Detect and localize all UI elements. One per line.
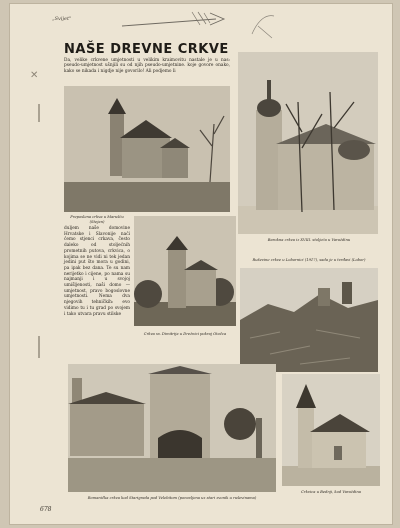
- margin-x-mark: ✕: [30, 70, 39, 81]
- caption-stari-grad: Romanička crkva kod Starigrada pod Velebitom (ponovljena uz stari zvonik u ruševinama): [87, 496, 257, 500]
- magazine-header-label: „Svijet": [52, 16, 72, 22]
- page-number: 678: [40, 506, 52, 513]
- photo-varazdin-baroque-church: [238, 52, 378, 234]
- pencil-arrow-doodle: [120, 10, 230, 30]
- article-title: NAŠE DREVNE CRKVE: [64, 42, 229, 57]
- photo-bednja-chapel: [282, 374, 380, 486]
- magazine-page: [10, 4, 392, 524]
- photo-lobor-ruins: [240, 268, 378, 372]
- pencil-scribble-doodle: [248, 10, 278, 40]
- photo-marusevec-church: [64, 86, 230, 212]
- photo-saint-dimitrije-church: [134, 216, 236, 326]
- caption-dreznica: Crkva sv. Dimitrija u Drežnici pokraj Otočca: [143, 332, 227, 336]
- article-intro-text: Da, velike crkvene umjetnosti u velikim kraimovitu nastale je u nas: pseudo-umjetnost ušnjili su od njih pseudo-umjetnine. koje govore onako, kako se nikada i nigdje nije govorilo! Ali podjemo li: [64, 58, 230, 74]
- article-column-text: duljem naše domovine Hrvatske i Slavonije naći ćemo stjenci crkava, često daleko od stoljećnih prometnih putova, crkvica, o kojima se ne vidi ni tek jedan jedini put što mora u godini, pa ipak bez dana. Te su nam nerijetko i cijene, po nama su najmanji i u svojoj umišljenosti, naši domo — umjetnost, pravo bogoslovne umjetnosti. Nema dva njegovih tehničkih: evo vidimo tu i tu grad po svojem i tako utvara pravu stilske: [64, 226, 130, 317]
- caption-marusevec: Preposlena crkva u Marušću (Stejan): [70, 215, 124, 224]
- caption-bednja: Crkvica u Bednji, kod Varaždina: [301, 490, 361, 494]
- caption-varazdin: Barokna crkva iz XVIII. stoljeća u Varaždinu: [267, 238, 351, 242]
- caption-lobor: Ruševine crkve u Lobornici (1917), sada je u tvrđavi (Lobor): [252, 258, 366, 262]
- margin-bar-mark: [38, 104, 40, 122]
- margin-bar-mark: [38, 336, 40, 358]
- photo-stari-grad-church: [68, 364, 276, 492]
